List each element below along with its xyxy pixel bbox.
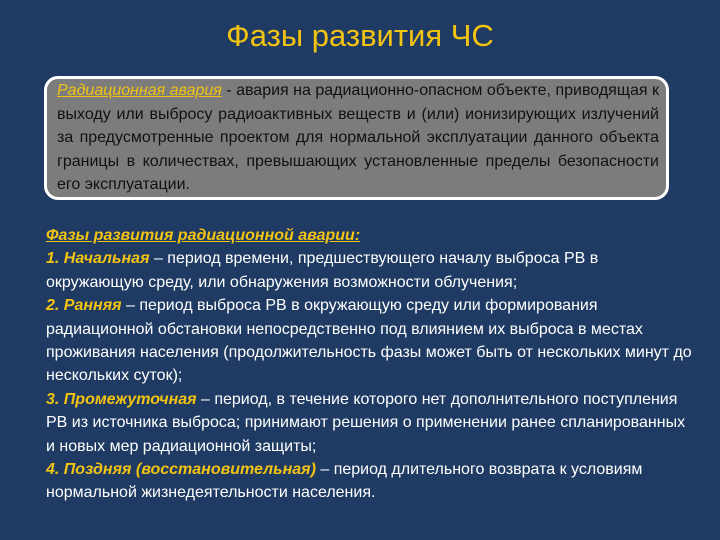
phase-name: 2. Ранняя: [46, 297, 122, 315]
phase-name: 3. Промежуточная: [46, 390, 197, 408]
phase-description: – период времени, предшествующего началу выброса РВ в окружающую среду, или обнаружения возможности облучения;: [46, 250, 599, 291]
phases-heading: Фазы развития радиационной аварии:: [46, 227, 361, 244]
phase-item-initial: [46, 247, 694, 294]
phase-description: – период, в течение которого нет дополнительного поступления РВ из источника выброса; принимают решения о применении ранее спланированных и новых мер радиационной защиты;: [46, 390, 686, 455]
definition-box: [44, 76, 669, 200]
phase-description: – период длительного возврата к условиям нормальной жизнедеятельности населения.: [46, 461, 643, 502]
definition-body: - авария на радиационно-опасном объекте, приводящая к выходу или выбросу радиоактивных веществ и (или) ионизирующих излучений за предусмотренные проектом для нормальной эксплуатации данного объекта границы в количествах, превышающих установленные пределы безопасности его эксплуатации.: [57, 82, 660, 193]
slide-title: Фазы развития ЧС: [226, 18, 494, 53]
phase-description: – период выброса РВ в окружающую среду или формирования радиационной обстановки непосредственно под влиянием их выброса в местах проживания населения (продолжительность фазы может быть от нескольких минут до нескольких суток);: [46, 297, 692, 385]
phase-item-intermediate: [46, 388, 694, 458]
phase-name: 4. Поздняя (восстановительная): [46, 461, 316, 479]
phase-item-late: [46, 458, 694, 505]
phase-item-early: [46, 294, 694, 388]
definition-term: Радиационная авария: [57, 82, 222, 99]
phase-name: 1. Начальная: [46, 250, 150, 268]
definition-text: [57, 79, 659, 197]
phases-section: [46, 224, 694, 505]
